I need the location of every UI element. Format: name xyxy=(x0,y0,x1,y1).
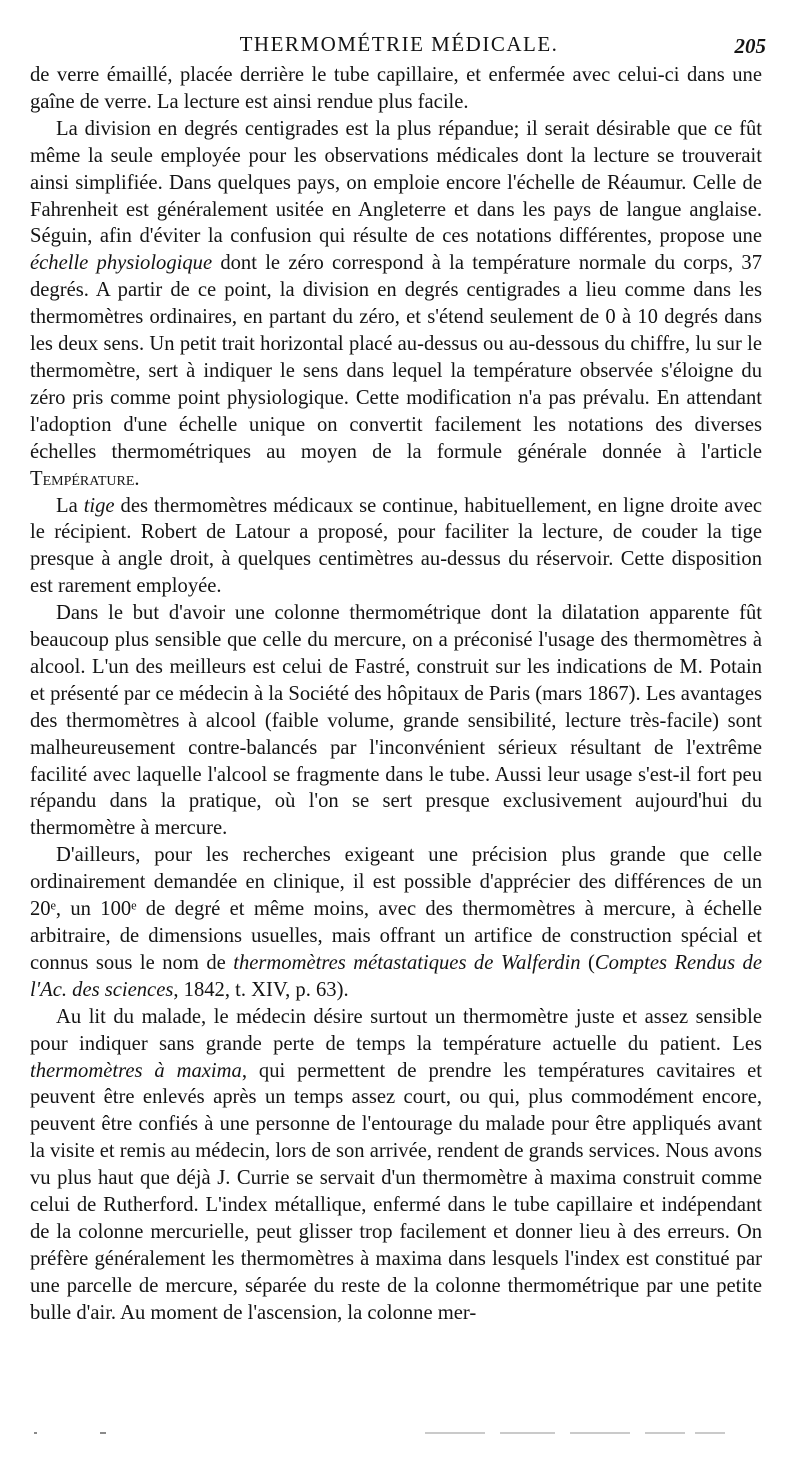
text-run: La xyxy=(56,494,84,517)
italic-run: thermomètres à maxima xyxy=(30,1059,242,1082)
scan-speck xyxy=(570,1432,630,1434)
paragraph xyxy=(30,842,762,1003)
page-number: 205 xyxy=(734,34,766,58)
text-run: La division en degrés centigrades est la plus répandue; il serait désirable que ce fût même la seule employée pour les observations médicales dont la lecture se trouverait ainsi simplifiée. Dans quelques pays, on emploie encore l'échelle de Réaumur. Celle de Fahrenheit est généralement usitée en Angleterre et dans les pays de langue anglaise. Séguin, afin d'éviter la confusion qui résulte de ces notations différentes, propose une xyxy=(30,117,762,248)
text-run: , 1842, t. XIV, p. 63). xyxy=(173,978,349,1001)
italic-run: Comptes Rendus de l'Ac. des sciences xyxy=(30,951,762,1001)
text-run: ( xyxy=(580,951,595,974)
smallcaps-run: Température. xyxy=(30,467,140,490)
paragraph xyxy=(30,1004,762,1327)
scan-speck xyxy=(645,1432,685,1434)
paragraph xyxy=(30,62,762,116)
text-run: , qui permettent de prendre les températures cavitaires et peuvent être enlevés après un temps assez court, ou qui, plus commodément encore, peuvent être confiés à une personne de l'entourage du malade pour être appliqués avant la visite et remis au médecin, lors de son arrivée, rendent de grands services. Nous avons vu plus haut que déjà J. Currie se servait d'un thermomètre à maxima construit comme celui de Rutherford. L'index métallique, enfermé dans le tube capillaire et indépendant de la colonne mercurielle, peut glisser trop facilement et donner lieu à des erreurs. On préfère généralement les thermomètres à maxima dans lesquels l'index est constitué par une parcelle de mercure, séparée du reste de la colonne thermométrique par une petite bulle d'air. Au moment de l'ascension, la colonne mer- xyxy=(30,1059,763,1324)
scan-speck xyxy=(500,1432,555,1434)
scan-speck xyxy=(34,1432,37,1434)
text-run: D'ailleurs, pour les recherches exigeant une précision plus grande que celle ordinairement demandée en clinique, il est possible d'apprécier des différences de un 20ᵉ, un 100ᵉ de degré et même moins, avec des thermomètres à mercure, à échelle arbitraire, de dimensions usuelles, mais offrant un artifice de construction spécial et connus sous le nom de xyxy=(30,844,762,974)
scan-speck xyxy=(425,1432,485,1434)
italic-run: thermomètres métastatiques de Walferdin xyxy=(233,951,581,974)
text-run: de verre émaillé, placée derrière le tube capillaire, et enfermée avec celui-ci dans une gaîne de verre. La lecture est ainsi rendue plus facile. xyxy=(30,64,762,113)
body-text xyxy=(30,62,762,1327)
text-run: dont le zéro correspond à la température normale du corps, 37 degrés. A partir de ce point, la division en degrés centigrades a lieu comme dans les thermomètres ordinaires, en partant du zéro, et s'étend seulement de 0 à 10 degrés dans les deux sens. Un petit trait horizontal placé au-dessus ou au-dessous du chiffre, lu sur le thermomètre, sert à indiquer le sens dans lequel la température observée s'éloigne du zéro pris comme point physiologique. Cette modification n'a pas prévalu. En attendant l'adoption d'une échelle unique on convertit facilement les notations des diverses échelles thermométriques au moyen de la formule générale donnée à l'article xyxy=(30,252,762,463)
scan-speck xyxy=(695,1432,725,1434)
italic-run: échelle physiologique xyxy=(30,252,213,275)
paragraph xyxy=(30,116,762,493)
paragraph xyxy=(30,600,762,842)
text-run: Dans le but d'avoir une colonne thermométrique dont la dilatation apparente fût beaucoup plus sensible que celle du mercure, on a préconisé l'usage des thermomètres à alcool. L'un des meilleurs est celui de Fastré, construit sur les indications de M. Potain et présenté par ce médecin à la Société des hôpitaux de Paris (mars 1867). Les avantages des thermomètres à alcool (faible volume, grande sensibilité, lecture très-facile) sont malheureusement contre-balancés par l'inconvénient sérieux résultant de l'extrême facilité avec laquelle l'alcool se fragmente dans le tube. Aussi leur usage s'est-il fort peu répandu dans la pratique, où l'on se sert presque exclusivement aujourd'hui du thermomètre à mercure. xyxy=(30,602,762,840)
text-run: Au lit du malade, le médecin désire surtout un thermomètre juste et assez sensible pour indiquer sans grande perte de temps la température actuelle du patient. Les xyxy=(30,1005,762,1055)
scan-speck xyxy=(100,1432,106,1434)
running-header xyxy=(30,30,768,58)
running-title: THERMOMÉTRIE MÉDICALE. xyxy=(239,32,559,56)
scan-artifact-line xyxy=(30,1432,770,1438)
paragraph xyxy=(30,493,762,601)
italic-run: tige xyxy=(83,494,115,517)
text-run: des thermomètres médicaux se continue, habituellement, en ligne droite avec le récipient. Robert de Latour a proposé, pour faciliter la lecture, de couder la tige presque à angle droit, à quelques centimètres au-dessus du réservoir. Cette disposition est rarement employée. xyxy=(30,494,762,598)
